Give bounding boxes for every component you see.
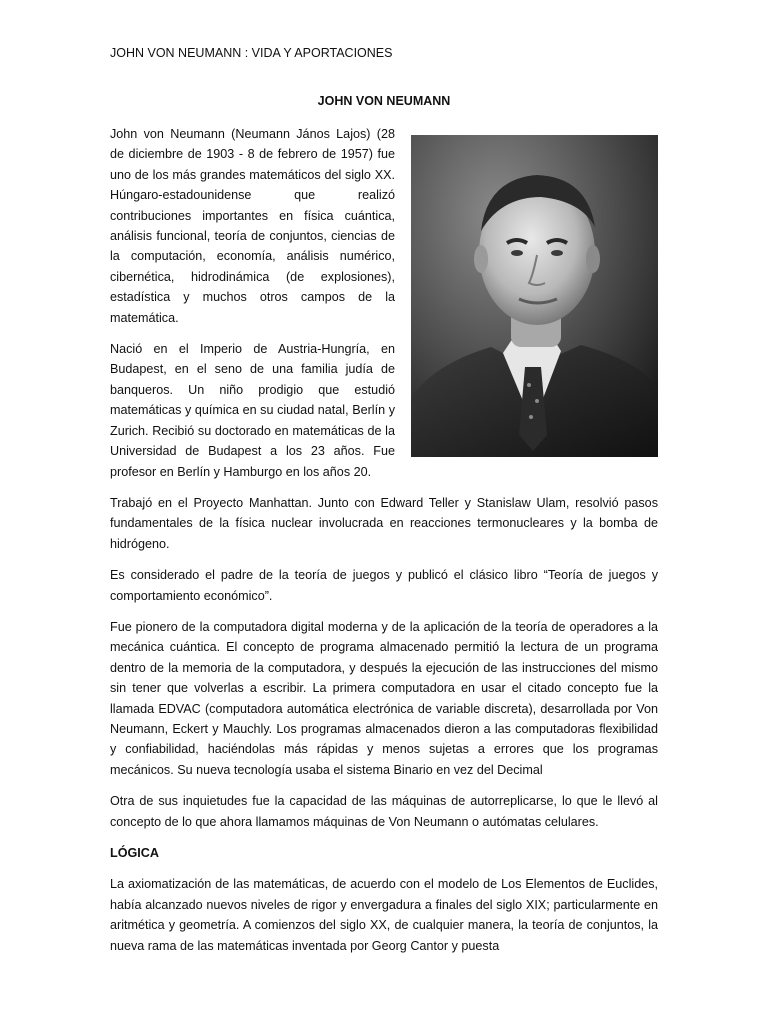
section-heading-logica: LÓGICA [110, 846, 159, 860]
document-body [110, 124, 658, 967]
paragraph-birth: Nació en el Imperio de Austria-Hungría, en Budapest, en el seno de una familia judía de banqueros. Un niño prodigio que estudió matemáticas y química en su ciudad natal, Berlín y Zurich. Recibió su doctorado en matemáticas de la Universidad de Budapest a los 23 años. Fue profesor en Berlín y Hamburgo en los años 20. [110, 342, 395, 479]
paragraph-computer: Fue pionero de la computadora digital moderna y de la aplicación de la teoría de operadores a la mecánica cuántica. El concepto de programa almacenado permitió la lectura de un programa dentro de la memoria de la computadora, y después la ejecución de las instrucciones del mismo sin tener que volverlas a escribir. La primera computadora en usar el citado concepto fue la llamada EDVAC (computadora automática electrónica de variable discreta), desarrollada por Von Neumann, Eckert y Mauchly. Los programas almacenados dieron a las computadoras flexibilidad y confiabilidad, haciéndolas más rápidas y menos sujetas a errores que los programas mecánicos. Su nueva tecnología usaba el sistema Binario en vez del Decimal [110, 619, 658, 777]
page-title: JOHN VON NEUMANN [317, 94, 451, 108]
paragraph-game-theory: Es considerado el padre de la teoría de juegos y publicó el clásico libro “Teoría de juegos y comportamiento económico”. [110, 568, 658, 603]
paragraph-intro: John von Neumann (Neumann János Lajos) (28 de diciembre de 1903 - 8 de febrero de 1957) fue uno de los más grandes matemáticos del siglo XX. Húngaro-estadounidense que realizó contribuciones importantes en física cuántica, análisis funcional, teoría de conjuntos, ciencias de la computación, economía, análisis numérico, cibernética, hidrodinámica (de explosiones), estadística y muchos otros campos de la matemática. [110, 127, 395, 325]
paragraph-logica: La axiomatización de las matemáticas, de acuerdo con el modelo de Los Elementos de Euclides, había alcanzado nuevos niveles de rigor y envergadura a finales del siglo XIX; particularmente en aritmética y geometría. A comienzos del siglo XX, de cualquier manera, la teoría de conjuntos, la nueva rama de las matemáticas inventada por Georg Cantor y puesta [110, 877, 658, 953]
portrait-image [411, 135, 658, 457]
paragraph-self-replication: Otra de sus inquietudes fue la capacidad de las máquinas de autorreplicarse, lo que le llevó al concepto de lo que ahora llamamos máquinas de Von Neumann o autómatas celulares. [110, 794, 658, 829]
paragraph-manhattan: Trabajó en el Proyecto Manhattan. Junto con Edward Teller y Stanislaw Ulam, resolvió pasos fundamentales de la física nuclear involucrada en reacciones termonucleares y la bomba de hidrógeno. [110, 495, 658, 551]
portrait-photo [411, 135, 658, 457]
running-header: JOHN VON NEUMANN : VIDA Y APORTACIONES [110, 46, 393, 60]
